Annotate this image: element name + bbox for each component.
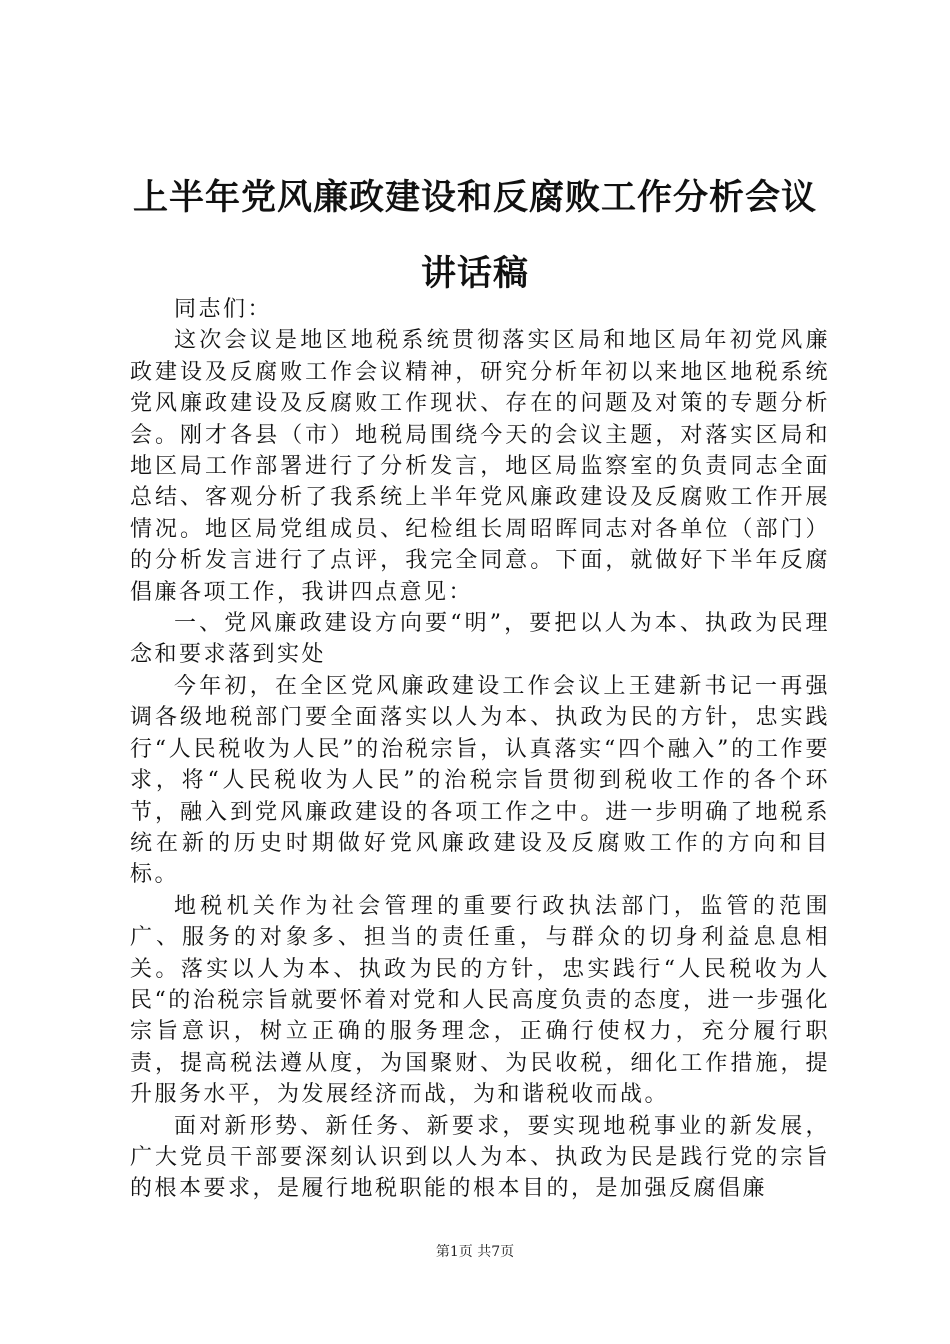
section-heading-1: 一、党风廉政建设方向要“明”，要把以人为本、执政为民理念和要求落到实处 — [130, 611, 830, 668]
body-paragraph: 面对新形势、新任务、新要求，要实现地税事业的新发展，广大党员干部要深刻认识到以人为本、执政为民是践行党的宗旨的根本要求，是履行地税职能的根本目的，是加强反腐倡廉 — [130, 1113, 830, 1202]
document-title: 上半年党风廉政建设和反腐败工作分析会议讲话稿 — [132, 178, 817, 294]
body-paragraph: 今年初，在全区党风廉政建设工作会议上王建新书记一再强调各级地税部门要全面落实以人为本、执政为民的方针，忠实践行“人民税收为人民”的治税宗旨，认真落实“四个融入”的工作要求，将“人民税收为人民”的治税宗旨贯彻到税收工作的各个环节，融入到党风廉政建设的各项工作之中。进一步明确了地税系统在新的历史时期做好党风廉政建设及反腐败工作的方向和目标。 — [130, 673, 830, 888]
body-paragraph: 地税机关作为社会管理的重要行政执法部门，监管的范围广、服务的对象多、担当的责任重，与群众的切身利益息息相关。落实以人为本、执政为民的方针，忠实践行“人民税收为人民“的治税宗旨就要怀着对党和人民高度负责的态度，进一步强化宗旨意识，树立正确的服务理念，正确行使权力，充分履行职责，提高税法遵从度，为国聚财、为民收税，细化工作措施，提升服务水平，为发展经济而战，为和谐税收而战。 — [130, 893, 830, 1108]
salutation-paragraph: 同志们： — [174, 297, 273, 322]
body-paragraph: 这次会议是地区地税系统贯彻落实区局和地区局年初党风廉政建设及反腐败工作会议精神，研究分析年初以来地区地税系统党风廉政建设及反腐败工作现状、存在的问题及对策的专题分析会。刚才各县（市）地税局围绕今天的会议主题，对落实区局和地区局工作部署进行了分析发言，地区局监察室的负责同志全面总结、客观分析了我系统上半年党风廉政建设及反腐败工作开展情况。地区局党组成员、纪检组长周昭晖同志对各单位（部门）的分析发言进行了点评，我完全同意。下面，就做好下半年反腐倡廉各项工作，我讲四点意见： — [130, 328, 830, 605]
document-body — [130, 294, 830, 1205]
page-footer: 第1页 共7页 — [435, 1244, 515, 1260]
